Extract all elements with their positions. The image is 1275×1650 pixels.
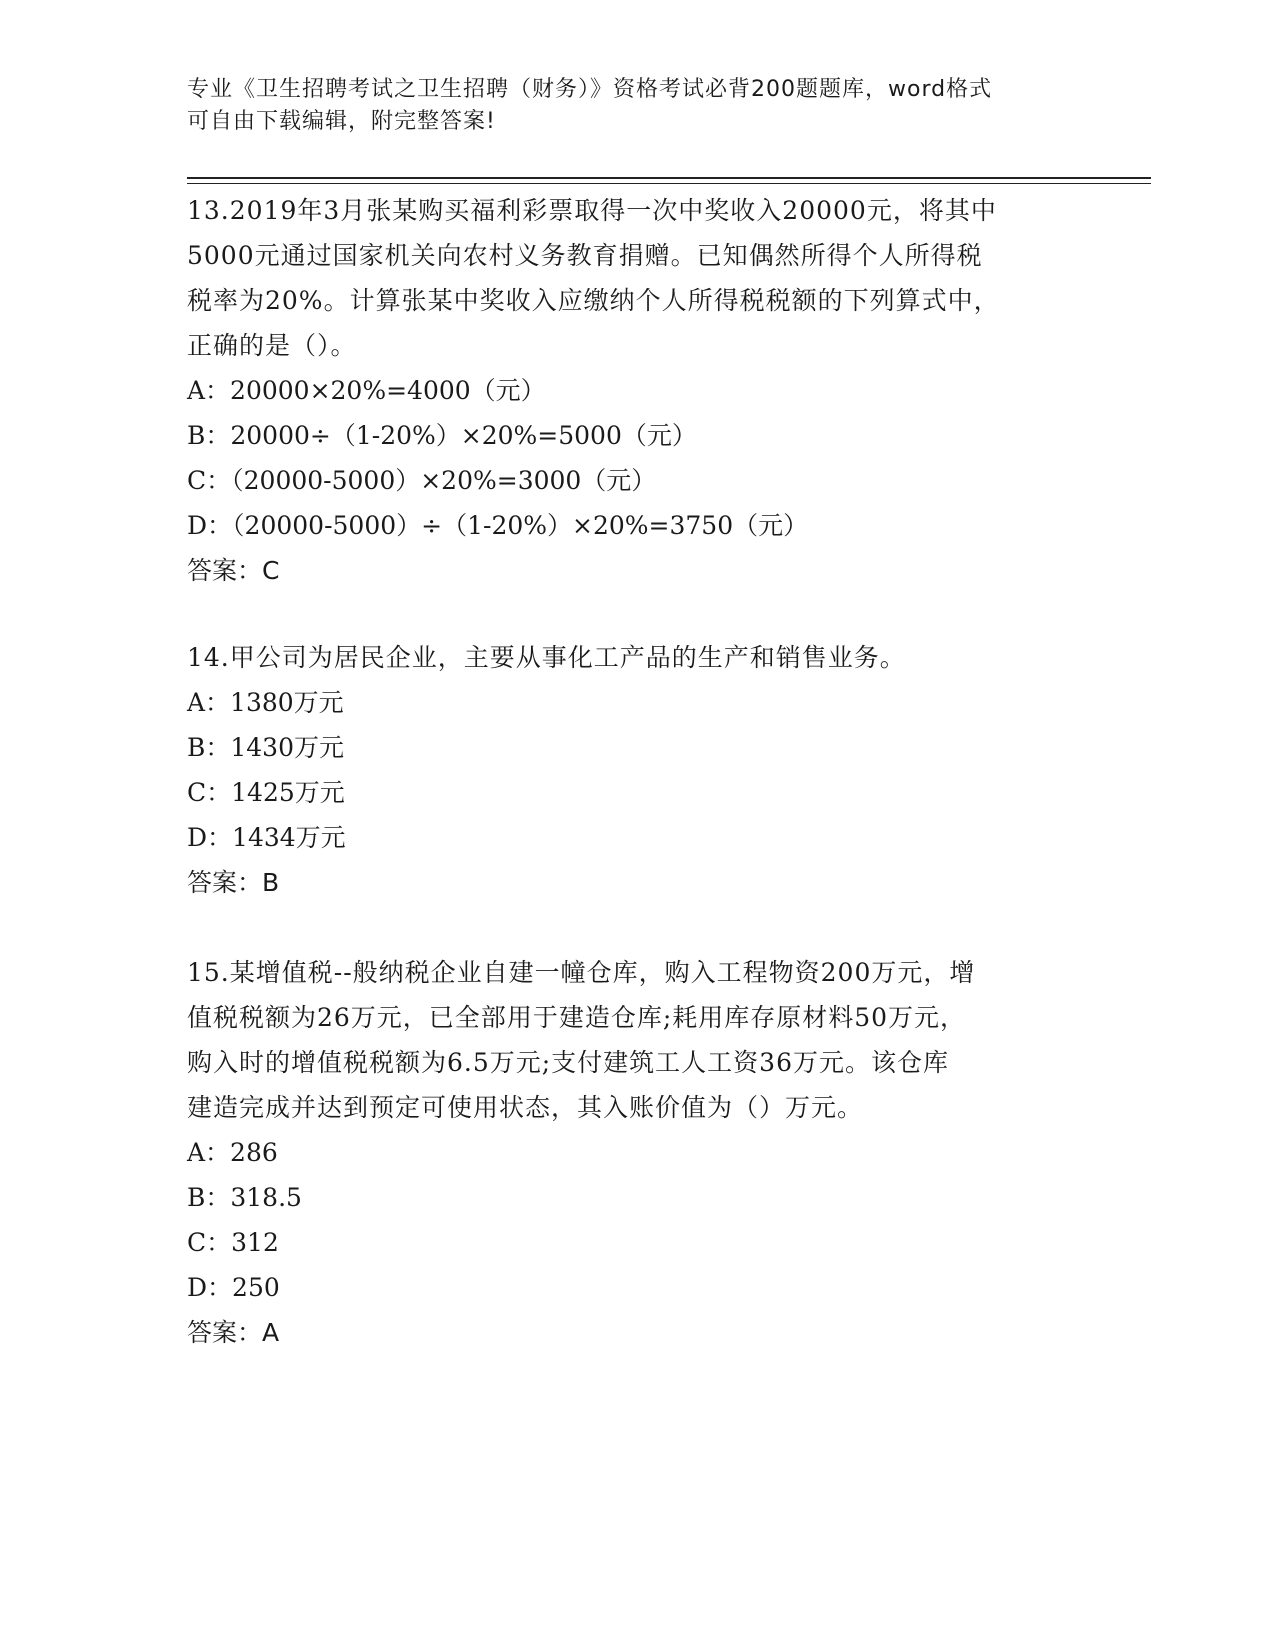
- question-stem-line: 值税税额为26万元，已全部用于建造仓库;耗用库存原材料50万元，: [187, 1003, 967, 1032]
- option-d: D：250: [187, 1273, 280, 1302]
- document-header: [187, 74, 1087, 138]
- answer-line: 答案：A: [187, 1318, 280, 1347]
- option-b: B：318.5: [187, 1183, 302, 1212]
- question-stem-line: 15.某增值税--般纳税企业自建一幢仓库，购入工程物资200万元，增: [187, 958, 976, 987]
- question-14: [187, 635, 1087, 905]
- header-divider-thick: [187, 177, 1151, 179]
- option-b: B：20000÷（1-20%）×20%=5000（元）: [187, 421, 697, 450]
- option-a: A：286: [187, 1138, 278, 1167]
- header-title-line-2: 可自由下载编辑，附完整答案!: [187, 109, 496, 134]
- question-stem-line: 13.2019年3月张某购买福利彩票取得一次中奖收入20000元，将其中: [187, 196, 997, 225]
- option-a: A：1380万元: [187, 688, 344, 717]
- option-a: A：20000×20%=4000（元）: [187, 376, 546, 405]
- option-c: C：312: [187, 1228, 279, 1257]
- header-title-line-1: 专业《卫生招聘考试之卫生招聘（财务）》资格考试必背200题题库，word格式: [187, 77, 993, 102]
- option-d: D：（20000-5000）÷（1-20%）×20%=3750（元）: [187, 511, 809, 540]
- answer-line: 答案：B: [187, 868, 280, 897]
- option-d: D：1434万元: [187, 823, 346, 852]
- question-stem-line: 正确的是（）。: [187, 331, 357, 360]
- question-stem-line: 建造完成并达到预定可使用状态，其入账价值为（）万元。: [187, 1093, 864, 1122]
- question-stem-line: 14.甲公司为居民企业，主要从事化工产品的生产和销售业务。: [187, 643, 906, 672]
- question-stem-line: 购入时的增值税税额为6.5万元;支付建筑工人工资36万元。该仓库: [187, 1048, 949, 1077]
- option-c: C：1425万元: [187, 778, 345, 807]
- question-13: [187, 188, 1087, 593]
- option-c: C：（20000-5000）×20%=3000（元）: [187, 466, 657, 495]
- option-b: B：1430万元: [187, 733, 344, 762]
- header-divider-thin: [187, 183, 1151, 184]
- question-15: [187, 950, 1087, 1355]
- answer-line: 答案：C: [187, 556, 280, 585]
- question-stem-line: 5000元通过国家机关向农村义务教育捐赠。已知偶然所得个人所得税: [187, 241, 983, 270]
- question-stem-line: 税率为20%。计算张某中奖收入应缴纳个人所得税税额的下列算式中，: [187, 286, 1000, 315]
